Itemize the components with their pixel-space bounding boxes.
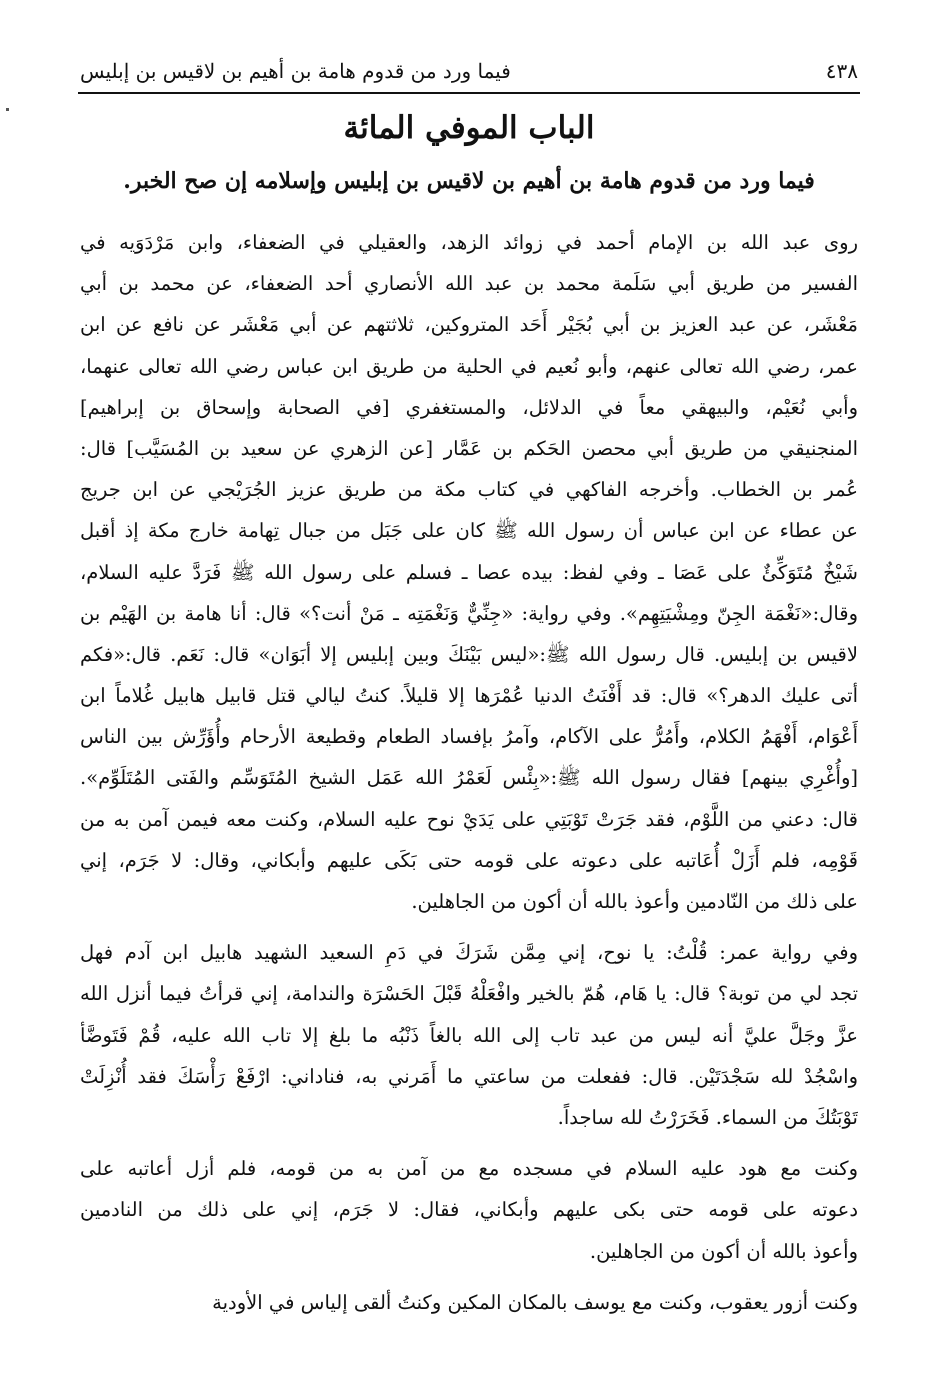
text-line: المنجنيقي من طريق أبي محصن الحَكم بن عَمَّار [عن الزهري عن سعيد بن المُسَيَّب] قال:	[80, 436, 858, 460]
text-line: روى عبد الله بن الإمام أحمد في زوائد الزهد، والعقيلي في الضعفاء، وابن مَرْدَوَيه في	[80, 231, 858, 254]
paragraph	[80, 1282, 858, 1323]
text-line: عمر، رضي الله تعالى عنهم، وأبو نُعيم في الحلية من طريق ابن عباس رضي الله تعالى عنهما،	[80, 354, 858, 378]
text-line: مَعْشَر، عن عبد العزيز بن أبي بُجَيْر أَحَد المتروكين، ثلاثتهم عن أبي مَعْشَر عن نافع عن ابن	[80, 313, 858, 337]
text-line: تَوْبَتُكَ من السماء. فَخَرَرْتُ لله ساجداً.	[557, 1105, 858, 1129]
text-line: تجد لي من توبة؟ قال: يا هَام، هُمّ بالخير وافْعَلْهُ قَبْلَ الحَسْرَة والندامة، إني قرأتُ فيما أنزل الله	[80, 982, 858, 1006]
text-line: على ذلك من النّادمين وأعوذ بالله أن أكون من الجاهلين.	[411, 890, 858, 913]
text-line: وفي رواية عمر: قُلْتُ: يا نوح، إني مِمَّن شَرَكَ في دَمِ السعيد الشهيد هابيل ابن آدم فهل	[80, 941, 858, 965]
text-line: وقال:«نَغْمَة الجِنّ ومِشْيَتِهِم». وفي رواية: «جِنِّيٌّ وَنَغْمَتِه ـ مَنْ أنت؟» قال: أنا هامة بن الهَيْم بن	[80, 601, 858, 625]
text-line: عن عطاء عن ابن عباس أن رسول الله ﷺ كان على جَبَل من جبال تِهامة خارج مكة إذ أقبل	[80, 519, 858, 543]
text-line: عُمر بن الخطاب. وأخرجه الفاكهي في كتاب مكة من طريق عزيز الجُرَيْجي عن ابن جريج	[80, 478, 858, 502]
text-line: قَوْمِه، فلم أَزَلْ أُعَاتبه على دعوته على قومه حتى بَكَى عليهم وأبكاني، وقال: لا جَرَم، إني	[80, 848, 858, 872]
paragraph	[80, 1148, 858, 1272]
text-line: وكنت مع هود عليه السلام في مسجده مع من آمن به من قومه، فلم أزل أعاتبه على	[80, 1157, 858, 1181]
text-line: دعوته على قومه حتى بكى عليهم وأبكاني، فقال: لا جَرَم، إني على ذلك من النادمين	[80, 1198, 858, 1222]
page-number: ٤٣٨	[825, 59, 858, 83]
text-line: لاقيس بن إبليس. قال رسول الله ﷺ:«ليس بَيْنَكَ وبين إبليس إلا أبَوَان» قال: نَعَم. قال:«فكم	[80, 642, 858, 666]
text-line: [وأُغْرِي بينهم] فقال رسول الله ﷺ:«بِئْس لَعَمْرُ الله عَمَل الشيخ المُتَوَسِّم والفَتى المُتَلَوِّم».	[80, 766, 858, 790]
text-line: وأبي نُعَيْم، والبيهقي معاً في الدلائل، والمستغفري [في الصحابة وإسحاق بن إبراهيم]	[80, 395, 858, 419]
paragraph-gap	[80, 1272, 858, 1282]
text-line: عزَّ وجَلَّ عليَّ أنه ليس من عبد تاب إلى الله بالغاً ذَنْبُه ما بلغ إلا تاب الله عليه، قُمْ فَتَوضَّأ	[80, 1023, 858, 1047]
chapter-subtitle: فيما ورد من قدوم هامة بن أهيم بن لاقيس بن إبليس وإسلامه إن صح الخبر.	[123, 168, 815, 194]
header-rule	[78, 92, 860, 94]
text-line: شَيْخٌ مُتَوَكِّئٌ على عَصَا ـ وفي لفظ: بيده عصا ـ فسلم على رسول الله ﷺ فَرَدَّ عليه السلام،	[80, 560, 858, 584]
paragraph-gap	[80, 922, 858, 932]
text-line: الفسير من طريق أبي سَلَمة محمد بن عبد الله الأنصاري أحد الضعفاء، عن محمد بن أبي	[80, 272, 858, 296]
running-header	[80, 52, 858, 90]
text-line: واسْجُدْ لله سَجْدَتَيْن. قال: ففعلت من ساعتي ما أَمَرني به، فناداني: ارْفَعْ رَأْسَكَ فقد أُنْزِلَتْ	[80, 1064, 858, 1088]
text-line: وكنت أزور يعقوب، وكنت مع يوسف بالمكان المكين وكنتُ ألقى إلياس في الأودية	[212, 1290, 858, 1314]
chapter-title: الباب الموفي المائة	[343, 110, 595, 146]
running-title: فيما ورد من قدوم هامة بن أهيم بن لاقيس بن إبليس	[80, 59, 511, 83]
body-text	[80, 222, 858, 1323]
text-line: أتى عليك الدهر؟» قال: قد أَفْنَتُ الدنيا عُمْرَها إلا قليلاً. كنتُ ليالي قتل قابيل هابيل غُلاماً ابن	[80, 684, 858, 708]
text-line: قال: دعني من اللَّوْم، فقد جَرَتْ تَوْبَتِي على يَدَيْ نوح عليه السلام، وكنت معه فيمن آمن به من	[80, 807, 858, 831]
paragraph-gap	[80, 1138, 858, 1148]
margin-mark	[6, 108, 9, 111]
paragraph	[80, 222, 858, 922]
paragraph	[80, 932, 858, 1138]
text-line: وأعوذ بالله أن أكون من الجاهلين.	[589, 1239, 858, 1263]
text-line: أَعْوَام، أَفْهَمُ الكلام، وأَمُرُّ على الآكام، وآمرُ بإفساد الطعام وقطيعة الأرحام وأُؤَرِّش بين الناس	[80, 725, 858, 749]
